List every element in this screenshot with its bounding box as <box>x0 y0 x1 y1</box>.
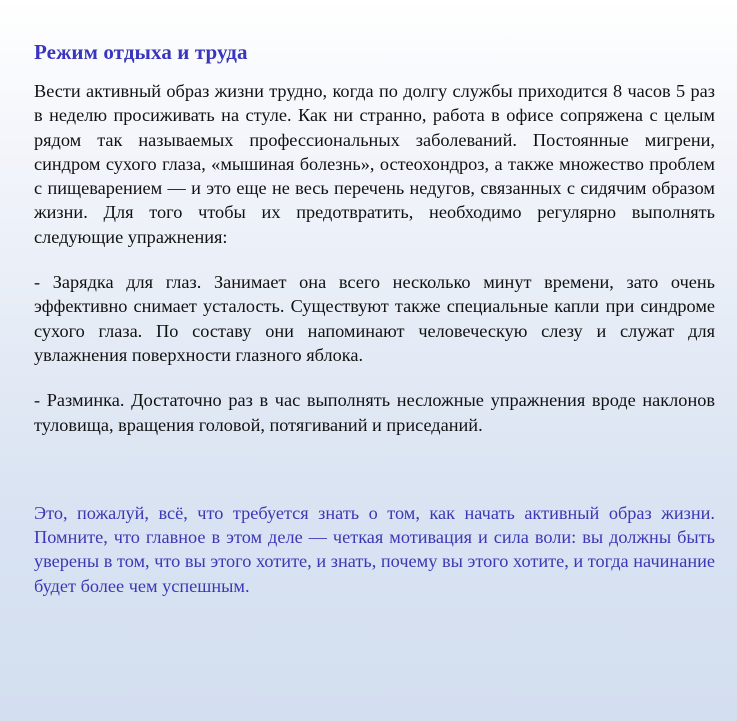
intro-paragraph: Вести активный образ жизни трудно, когда по долгу службы приходится 8 часов 5 раз в неделю просиживать на стуле. Как ни странно, работа в офисе сопряжена с целым рядом так называемых профессиональных заболеваний. Постоянные мигрени, синдром сухого глаза, «мышиная болезнь», остеохондроз, а также множество проблем с пищеварением — и это еще не весь перечень недугов, связанных с сидячим образом жизни. Для того чтобы их предотвратить, необходимо регулярно выполнять следующие упражнения: <box>34 81 715 247</box>
closing-paragraph: Это, пожалуй, всё, что требуется знать о том, как начать активный образ жизни. Помните, что главное в этом деле — четкая мотивация и сила воли: вы должны быть уверены в том, что вы этого хотите, и знать, почему вы этого хотите, и тогда начинание будет более чем успешным. <box>34 502 715 596</box>
article-title: Режим отдыха и труда <box>34 40 248 64</box>
warmup-paragraph: - Разминка. Достаточно раз в час выполнять несложные упражнения вроде наклонов туловища, вращения головой, потягиваний и приседаний. <box>34 390 715 435</box>
eye-exercise-paragraph: - Зарядка для глаз. Занимает она всего несколько минут времени, зато очень эффективно снимает усталость. Существуют также специальные капли при синдроме сухого глаза. По составу они напоминают человеческую слезу и служат для увлажнения поверхности глазного яблока. <box>34 272 715 365</box>
